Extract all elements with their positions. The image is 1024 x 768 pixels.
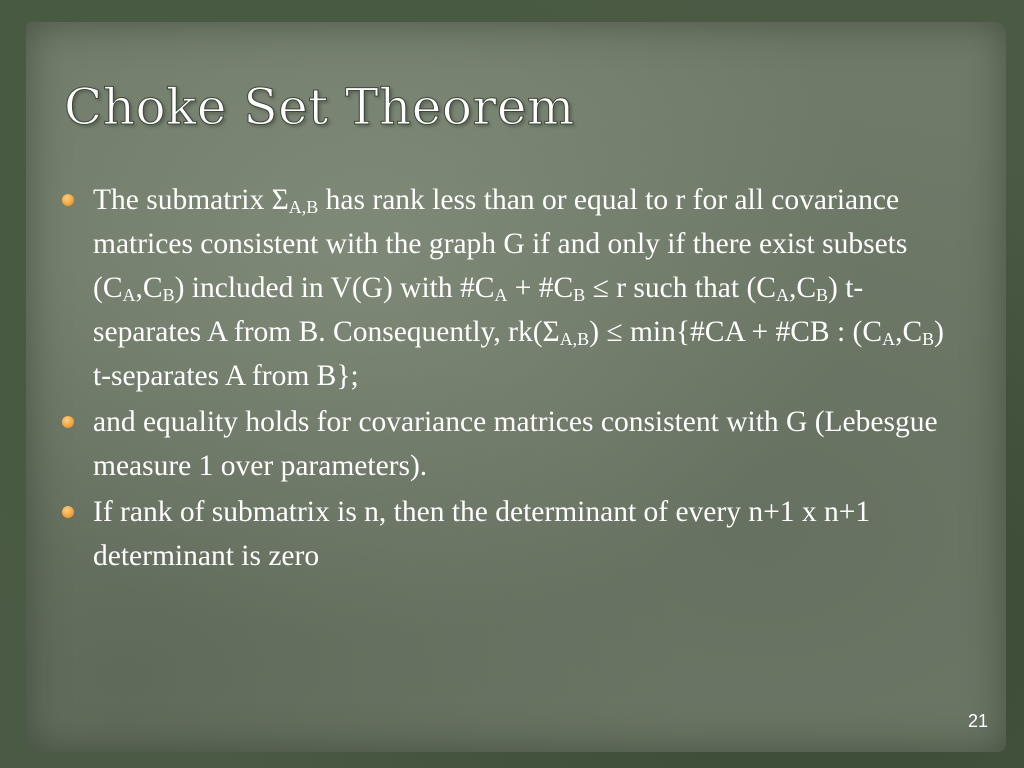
bullet-text-1: The submatrix $\Sigma_{A,B}$ has rank less than or equal to r for all covariance matrices consistent with the graph G if and only if there exist subsets $(C_A,C_B)$ included in V(G) with $\#C_A$ + $\#C_B \le r$ such that $(C_A,C_B)$ t-separates A from B. Consequently, $rk(\Sigma_{A,B})$ ≤ min{#CA + #CB : $(C_A,C_B)$ t-separates A from B};	[93, 184, 944, 392]
bullet-item-1	[58, 178, 958, 398]
bullet-text-3: If rank of submatrix is n, then the determinant of every n+1 x n+1 determinant is zero	[93, 496, 871, 572]
bullet-item-2	[58, 400, 958, 488]
bullet-item-3	[58, 490, 958, 578]
bullet-text-2: and equality holds for covariance matrices consistent with G (Lebesgue measure 1 over parameters).	[93, 406, 938, 482]
bullet-icon	[62, 506, 74, 518]
bullet-icon	[62, 194, 74, 206]
bullet-icon	[62, 416, 74, 428]
bullet-list	[58, 178, 958, 580]
slide-number: 21	[967, 711, 988, 731]
slide-title: Choke Set Theorem	[64, 78, 575, 136]
